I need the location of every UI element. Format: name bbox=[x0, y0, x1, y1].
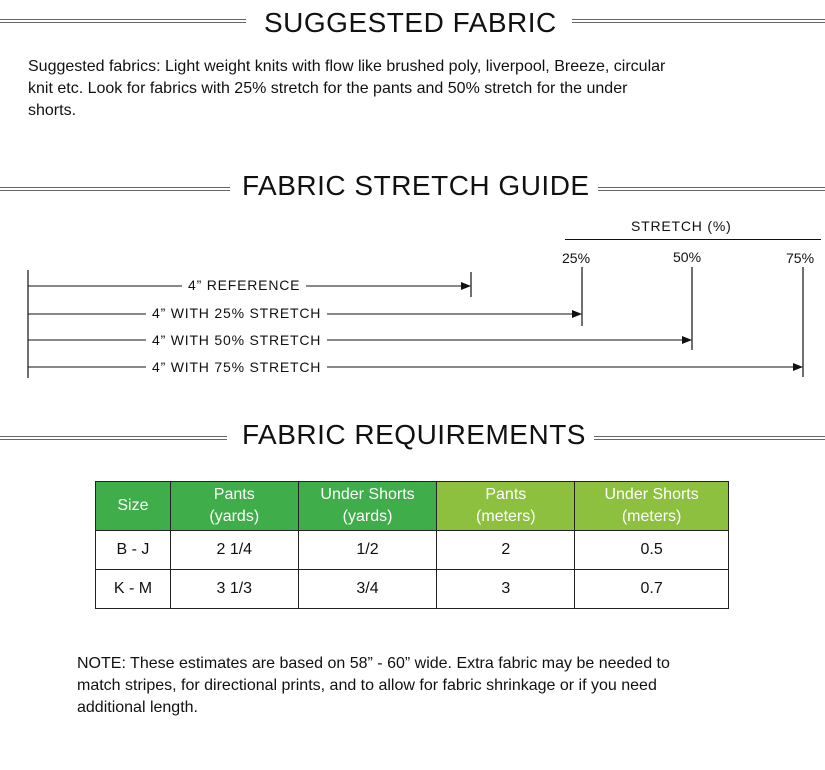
size-cell: B - J bbox=[96, 531, 171, 570]
suggested-fabric-heading: SUGGESTED FABRIC bbox=[264, 7, 557, 38]
row-label-reference: 4” REFERENCE bbox=[182, 277, 306, 293]
column-header-size: Size bbox=[96, 482, 171, 531]
note-text bbox=[77, 653, 817, 719]
text-line: Suggested fabrics: Light weight knits with flow like brushed poly, liverpool, Breeze, circular bbox=[28, 58, 666, 75]
text-line: shorts. bbox=[28, 102, 77, 119]
text-line: match stripes, for directional prints, and to allow for fabric shrinkage or if you need bbox=[77, 677, 657, 694]
requirements-heading: FABRIC REQUIREMENTS bbox=[242, 419, 586, 450]
shorts-meters-cell: 0.5 bbox=[575, 531, 729, 570]
table-header-row bbox=[96, 482, 729, 531]
tick-label: 75% bbox=[786, 250, 815, 266]
shorts-yards-cell: 1/2 bbox=[298, 531, 437, 570]
heading-rule-left bbox=[0, 436, 227, 440]
tick-label: 25% bbox=[562, 250, 591, 266]
tick-label: 50% bbox=[673, 249, 702, 265]
row-label-50: 4” WITH 50% STRETCH bbox=[146, 332, 327, 348]
stretch-scale-title: STRETCH (%) bbox=[631, 218, 732, 234]
column-header-shorts-yards: Under Shorts (yards) bbox=[298, 482, 437, 531]
column-header-pants-yards: Pants (yards) bbox=[170, 482, 298, 531]
heading-rule-right bbox=[594, 436, 825, 440]
pants-meters-cell: 2 bbox=[437, 531, 575, 570]
text-line: knit etc. Look for fabrics with 25% stretch for the pants and 50% stretch for the under bbox=[28, 80, 628, 97]
shorts-yards-cell: 3/4 bbox=[298, 570, 437, 609]
text-line: NOTE: These estimates are based on 58” - 60” wide. Extra fabric may be needed to bbox=[77, 655, 670, 672]
row-label-75: 4” WITH 75% STRETCH bbox=[146, 359, 327, 375]
table-row bbox=[96, 570, 729, 609]
stretch-guide-heading: FABRIC STRETCH GUIDE bbox=[242, 170, 590, 201]
row-label-25: 4” WITH 25% STRETCH bbox=[146, 305, 327, 321]
column-header-pants-meters: Pants (meters) bbox=[437, 482, 575, 531]
size-cell: K - M bbox=[96, 570, 171, 609]
text-line: additional length. bbox=[77, 699, 198, 716]
shorts-meters-cell: 0.7 bbox=[575, 570, 729, 609]
requirements-table bbox=[95, 481, 729, 609]
pants-yards-cell: 3 1/3 bbox=[170, 570, 298, 609]
table-row bbox=[96, 531, 729, 570]
pants-yards-cell: 2 1/4 bbox=[170, 531, 298, 570]
column-header-shorts-meters: Under Shorts (meters) bbox=[575, 482, 729, 531]
pants-meters-cell: 3 bbox=[437, 570, 575, 609]
